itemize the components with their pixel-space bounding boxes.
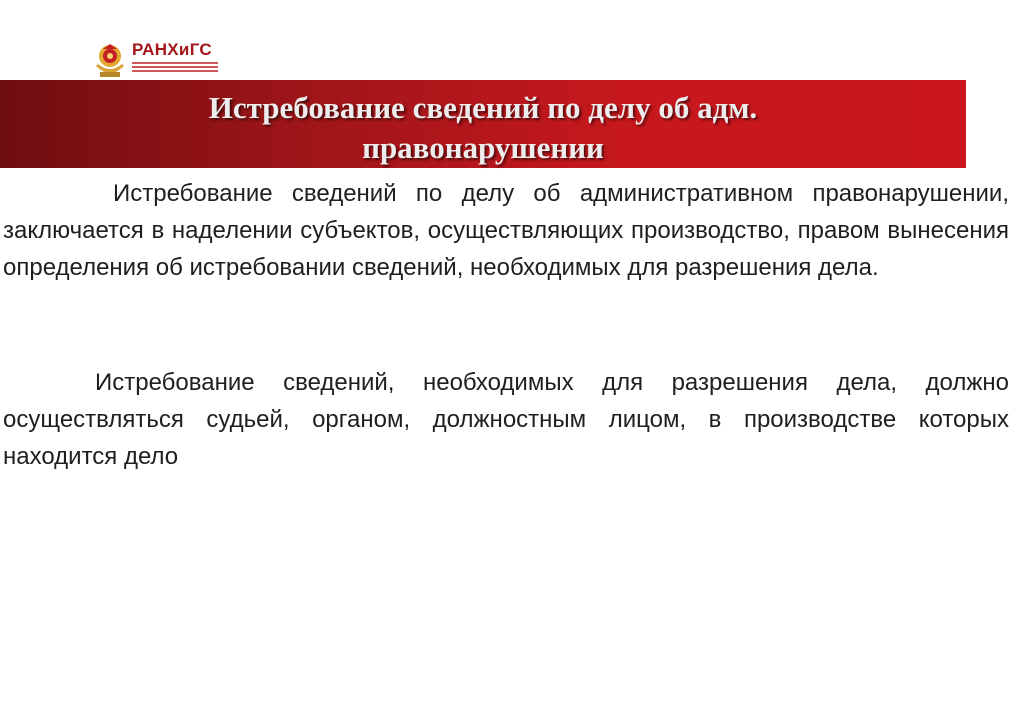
paragraph-1: Истребование сведений по делу об административном правонарушении, заключается в наделении субъектов, осуществляющих производство, правом вынесения определения об истребовании сведений, необходимых для разрешения дела.	[3, 180, 1009, 281]
paragraph-2: Истребование сведений, необходимых для разрешения дела, должно осуществляться судьей, органом, должностным лицом, в производстве которых находится дело	[3, 369, 1009, 470]
slide-title	[90, 88, 876, 168]
ranepa-logo	[92, 40, 218, 82]
title-line-1: Истребование сведений по делу об адм.	[208, 90, 758, 125]
title-line-2: правонарушении	[362, 130, 604, 165]
logo-subtitle-lines	[132, 62, 218, 72]
logo-text-block	[132, 41, 218, 74]
emblem-icon	[92, 40, 128, 80]
logo-name: РАНХиГС	[132, 40, 212, 59]
